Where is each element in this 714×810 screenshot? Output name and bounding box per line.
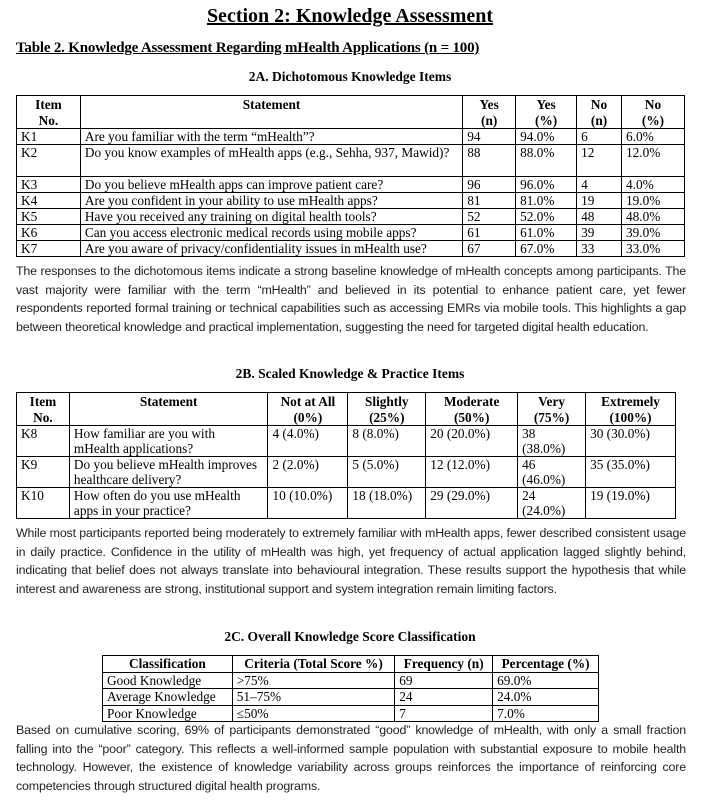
frequency: 69 [395, 672, 493, 689]
header-statement [80, 96, 462, 129]
no-pct: 39.0% [622, 225, 685, 241]
header-line: Statement [139, 394, 198, 409]
no-n: 6 [577, 129, 622, 145]
header-line: No. [38, 112, 59, 128]
statement: Do you believe mHealth improves healthcare delivery? [69, 457, 268, 488]
classification: Poor Knowledge [103, 705, 233, 722]
header-moderate [426, 393, 518, 426]
header-line: No. [33, 409, 53, 425]
table-row [103, 705, 599, 722]
statement: How often do you use mHealth apps in your practice? [69, 488, 268, 519]
yes-n: 52 [463, 209, 516, 225]
no-n: 12 [577, 145, 622, 177]
header-yes-n [463, 96, 516, 129]
table-2b-scaled [16, 392, 676, 519]
table-header-row [103, 656, 599, 673]
extremely: 19 (19.0%) [586, 488, 676, 519]
frequency: 7 [395, 705, 493, 722]
slightly: 18 (18.0%) [348, 488, 426, 519]
statement: Are you confident in your ability to use mHealth apps? [80, 193, 462, 209]
no-pct: 48.0% [622, 209, 685, 225]
header-line: (%) [641, 112, 665, 128]
percentage: 69.0% [493, 672, 599, 689]
statement: Do you believe mHealth apps can improve patient care? [80, 177, 462, 193]
table-2c-summary: Based on cumulative scoring, 69% of participants demonstrated “good” knowledge of mHealth, with only a small fraction falling into the “poor” category. This reflects a well-informed sample population with substantial exposure to mobile health technology. However, the existence of knowledge variability across groups reinforces the importance of reinforcing core competencies through structured digital health programs. [16, 723, 686, 793]
yes-pct: 61.0% [516, 225, 577, 241]
extremely: 35 (35.0%) [586, 457, 676, 488]
yes-n: 88 [463, 145, 516, 177]
header-line: (0%) [293, 409, 323, 425]
table-row [17, 209, 685, 225]
header-line: (75%) [533, 409, 570, 425]
header-statement [69, 393, 268, 426]
header-yes-pct [516, 96, 577, 129]
yes-pct: 52.0% [516, 209, 577, 225]
table-row [17, 129, 685, 145]
header-no-n [577, 96, 622, 129]
statement: Do you know examples of mHealth apps (e.g., Sehha, 937, Mawid)? [80, 145, 462, 177]
header-no-pct [622, 96, 685, 129]
header-line: (100%) [609, 409, 652, 425]
item-no: K2 [17, 145, 81, 177]
header-line: Item [35, 97, 62, 112]
yes-pct: 94.0% [516, 129, 577, 145]
header-very [518, 393, 586, 426]
very: 38 (38.0%) [518, 426, 586, 457]
table-row [17, 488, 676, 519]
slightly: 5 (5.0%) [348, 457, 426, 488]
header-line: Extremely [601, 394, 660, 409]
header-line: (50%) [453, 409, 490, 425]
table-2c-title: 2C. Overall Knowledge Score Classification [224, 629, 476, 644]
item-no: K9 [17, 457, 70, 488]
header-classification: Classification [103, 656, 233, 673]
item-no: K6 [17, 225, 81, 241]
yes-pct: 67.0% [516, 241, 577, 257]
table-row [17, 457, 676, 488]
header-line: Yes [536, 97, 556, 112]
no-pct: 33.0% [622, 241, 685, 257]
table-2a-summary: The responses to the dichotomous items indicate a strong baseline knowledge of mHealth concepts among participants. The vast majority were familiar with the term “mHealth” and believed in its potential to enhance patient care, yet fewer respondents reported formal training or technical capabilities such as accessing EMRs via mobile tools. This highlights a gap between theoretical knowledge and practical implementation, suggesting the need for targeted digital health education. [16, 264, 686, 334]
table-2b-summary: While most participants reported being moderately to extremely familiar with mHealth apps, fewer described consistent usage in daily practice. Confidence in the utility of mHealth was high, yet frequency of actual application lagged slightly behind, indicating that belief does not always translate into behavioural integration. These results support the hypothesis that while interest and awareness are strong, institutional support and system integration remain limiting factors. [16, 526, 686, 596]
header-line: Slightly [364, 394, 409, 409]
no-pct: 6.0% [622, 129, 685, 145]
no-n: 39 [577, 225, 622, 241]
statement: Can you access electronic medical records using mobile apps? [80, 225, 462, 241]
no-n: 33 [577, 241, 622, 257]
item-no: K5 [17, 209, 81, 225]
percentage: 7.0% [493, 705, 599, 722]
item-no: K7 [17, 241, 81, 257]
statement: How familiar are you with mHealth applications? [69, 426, 268, 457]
table-row [103, 672, 599, 689]
table-2b-title: 2B. Scaled Knowledge & Practice Items [235, 366, 465, 381]
header-line: Yes [479, 97, 499, 112]
header-line: (25%) [369, 409, 405, 425]
no-n: 19 [577, 193, 622, 209]
percentage: 24.0% [493, 689, 599, 706]
yes-pct: 88.0% [516, 145, 577, 177]
header-slightly [348, 393, 426, 426]
header-line: Not at All [280, 394, 336, 409]
header-line: No [590, 97, 608, 112]
yes-n: 81 [463, 193, 516, 209]
yes-pct: 96.0% [516, 177, 577, 193]
yes-n: 96 [463, 177, 516, 193]
header-line: (n) [481, 112, 498, 128]
item-no: K10 [17, 488, 70, 519]
table-2a-title: 2A. Dichotomous Knowledge Items [248, 69, 452, 84]
table-row [17, 177, 685, 193]
header-extremely [586, 393, 676, 426]
not-at-all: 10 (10.0%) [268, 488, 348, 519]
criteria: >75% [232, 672, 394, 689]
table-row [17, 241, 685, 257]
statement: Are you aware of privacy/confidentiality issues in mHealth use? [80, 241, 462, 257]
header-line: Very [538, 394, 566, 409]
moderate: 29 (29.0%) [426, 488, 518, 519]
item-no: K4 [17, 193, 81, 209]
no-n: 4 [577, 177, 622, 193]
frequency: 24 [395, 689, 493, 706]
extremely: 30 (30.0%) [586, 426, 676, 457]
table-header-row [17, 393, 676, 426]
item-no: K1 [17, 129, 81, 145]
no-pct: 4.0% [622, 177, 685, 193]
header-not-at-all [268, 393, 348, 426]
header-line: (n) [590, 112, 608, 128]
yes-n: 94 [463, 129, 516, 145]
header-percentage: Percentage (%) [493, 656, 599, 673]
table-row [103, 689, 599, 706]
moderate: 20 (20.0%) [426, 426, 518, 457]
header-frequency: Frequency (n) [395, 656, 493, 673]
no-pct: 12.0% [622, 145, 685, 177]
yes-n: 67 [463, 241, 516, 257]
header-line: Item [29, 394, 57, 409]
slightly: 8 (8.0%) [348, 426, 426, 457]
table-caption: Table 2. Knowledge Assessment Regarding mHealth Applications (n = 100) [16, 40, 480, 56]
classification: Good Knowledge [103, 672, 233, 689]
table-header-row [17, 96, 685, 129]
not-at-all: 2 (2.0%) [268, 457, 348, 488]
header-line: Moderate [443, 394, 500, 409]
header-line: (%) [535, 112, 558, 128]
statement: Have you received any training on digital health tools? [80, 209, 462, 225]
header-line: No [644, 97, 662, 112]
very: 46 (46.0%) [518, 457, 586, 488]
classification: Average Knowledge [103, 689, 233, 706]
header-line: Statement [242, 97, 301, 112]
table-row [17, 225, 685, 241]
very: 24 (24.0%) [518, 488, 586, 519]
header-criteria: Criteria (Total Score %) [232, 656, 394, 673]
yes-n: 61 [463, 225, 516, 241]
moderate: 12 (12.0%) [426, 457, 518, 488]
item-no: K3 [17, 177, 81, 193]
table-row [17, 145, 685, 177]
table-2a-dichotomous [16, 95, 685, 257]
table-row [17, 193, 685, 209]
header-item-no [17, 393, 70, 426]
no-n: 48 [577, 209, 622, 225]
statement: Are you familiar with the term “mHealth”? [80, 129, 462, 145]
table-2c-score-classification [102, 655, 599, 722]
header-item-no [17, 96, 81, 129]
yes-pct: 81.0% [516, 193, 577, 209]
no-pct: 19.0% [622, 193, 685, 209]
section-title: Section 2: Knowledge Assessment [206, 5, 494, 27]
criteria: ≤50% [232, 705, 394, 722]
criteria: 51–75% [232, 689, 394, 706]
table-row [17, 426, 676, 457]
item-no: K8 [17, 426, 70, 457]
not-at-all: 4 (4.0%) [268, 426, 348, 457]
